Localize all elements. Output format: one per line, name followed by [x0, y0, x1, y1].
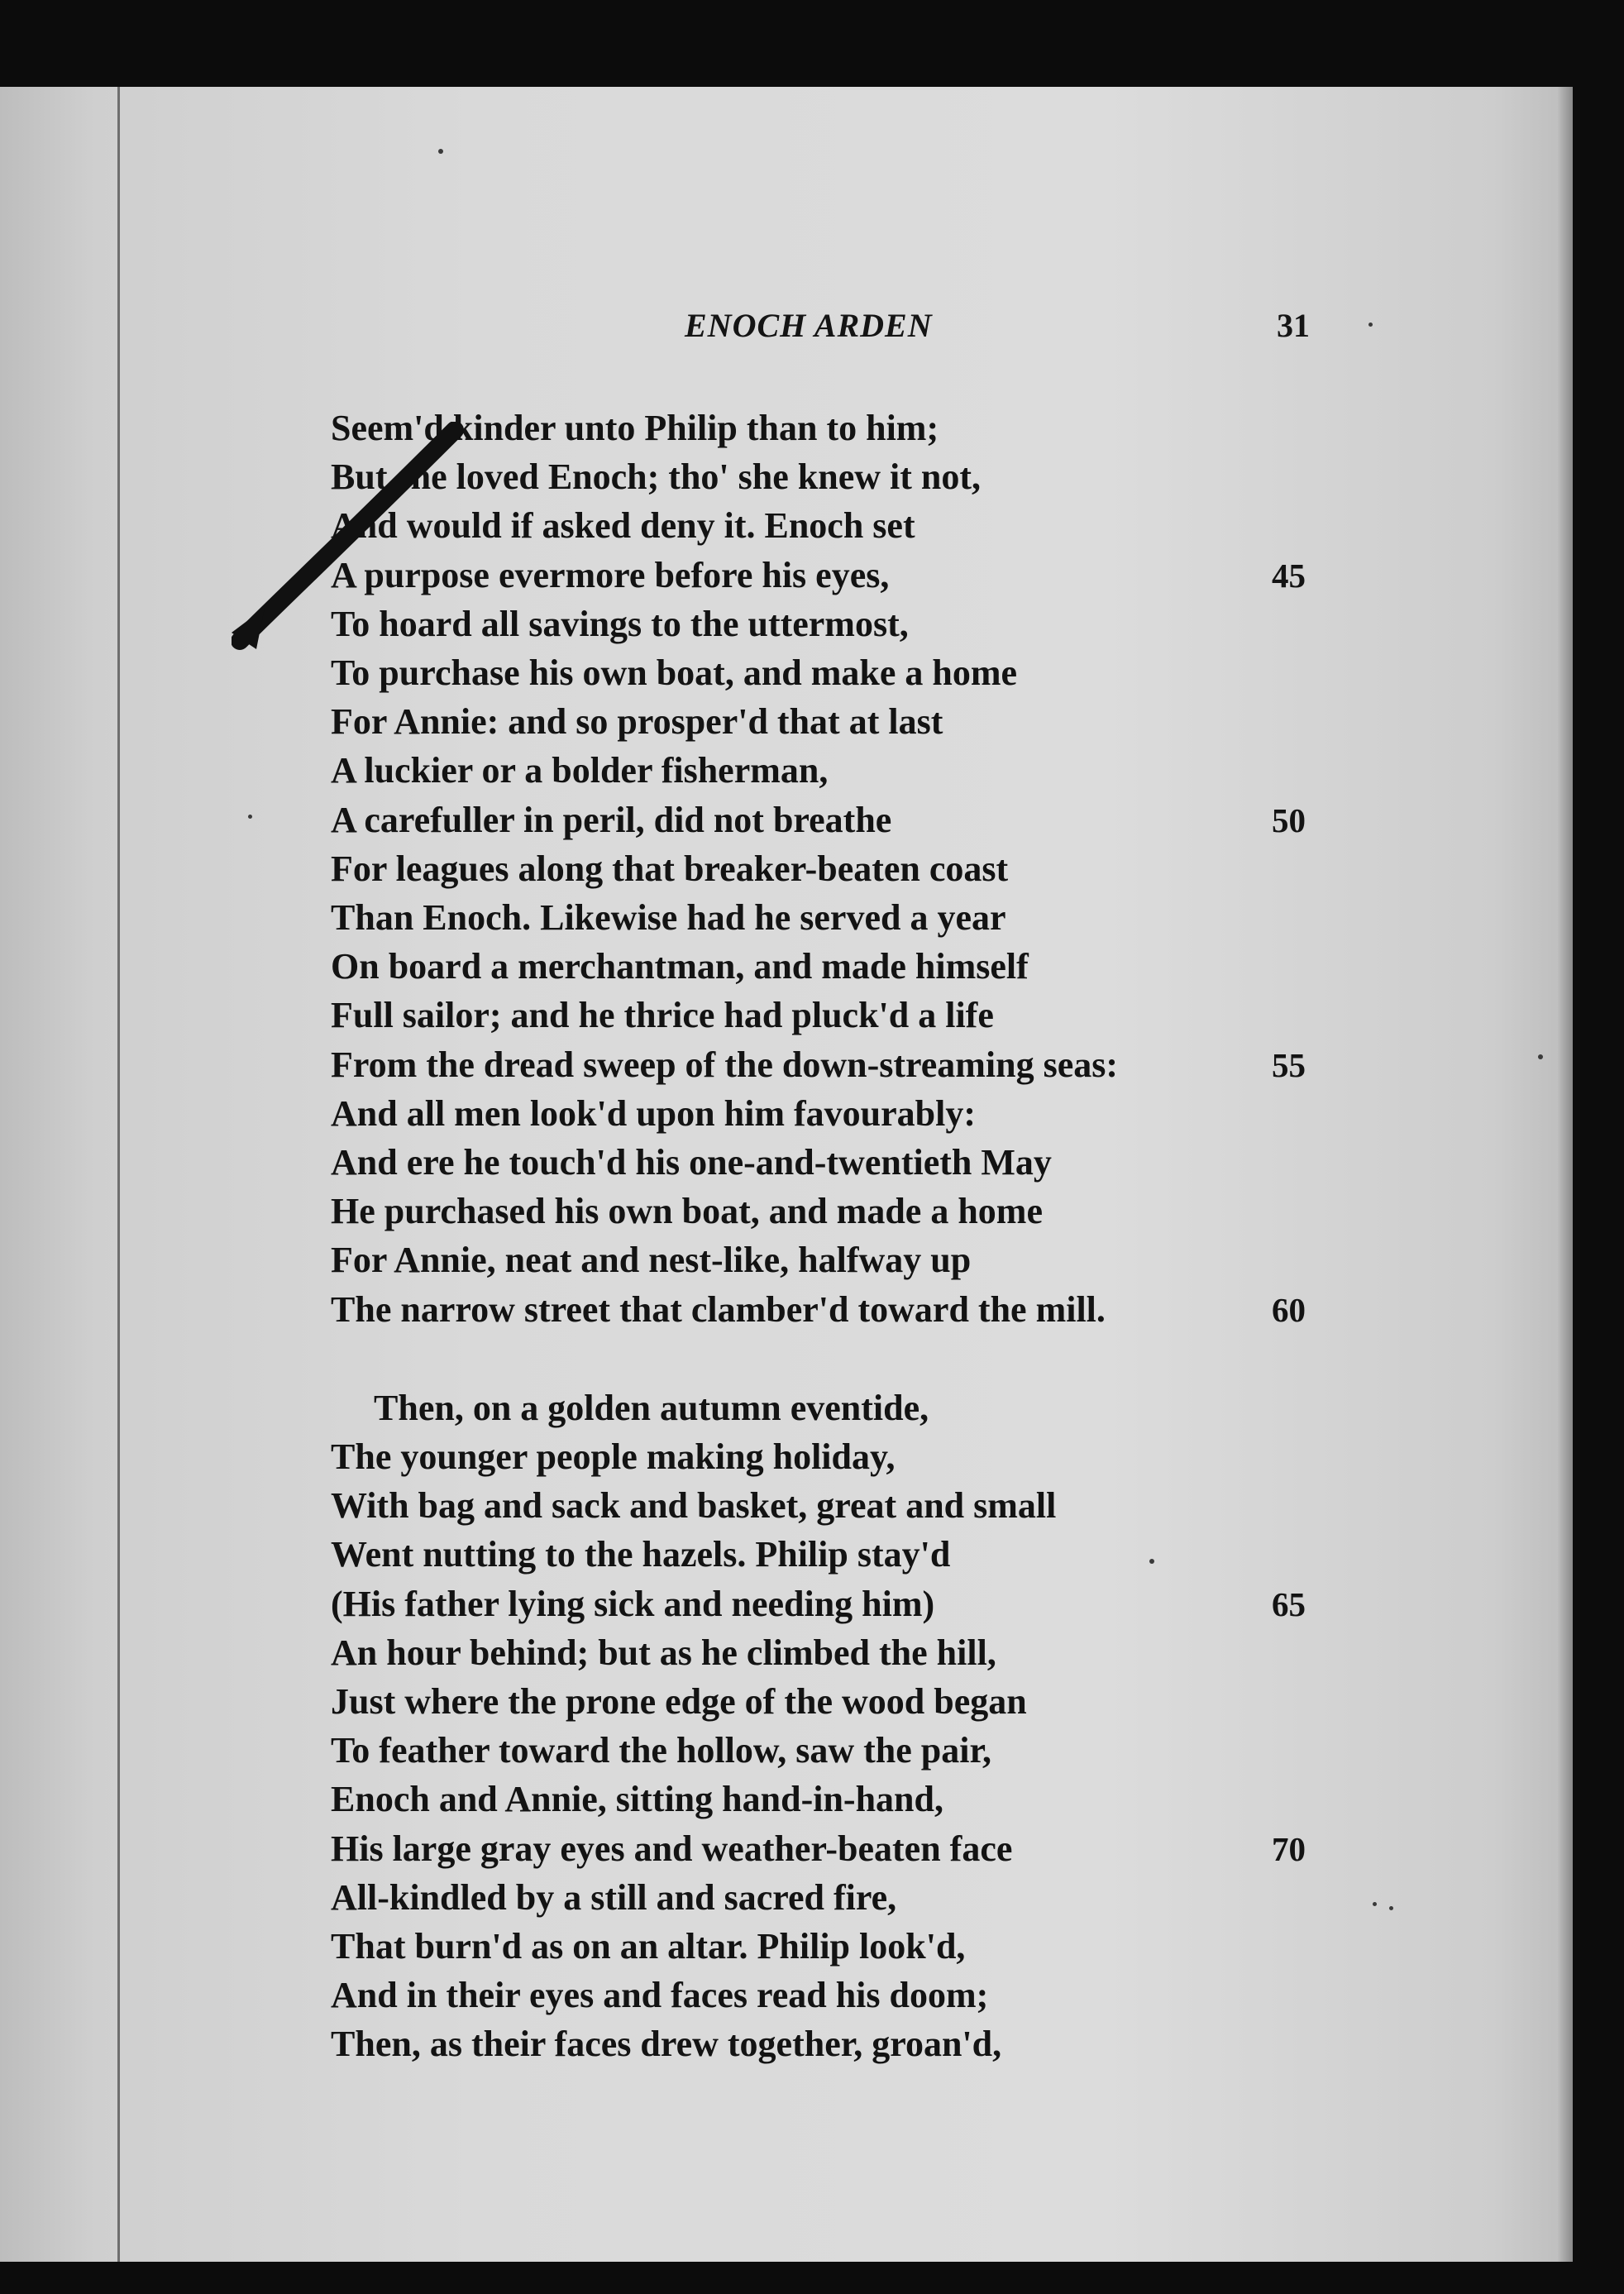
- poem-line: And ere he touch'd his one-and-twentieth May: [331, 1142, 1052, 1183]
- poem-line: Went nutting to the hazels. Philip stay'd: [331, 1534, 951, 1575]
- poem-line: On board a merchantman, and made himself: [331, 946, 1029, 987]
- poem-line: And all men look'd upon him favourably:: [331, 1092, 976, 1134]
- poem-line: A carefuller in peril, did not breathe: [331, 799, 892, 840]
- poem-line: The narrow street that clamber'd toward the mill.: [331, 1288, 1106, 1330]
- poem-line: All-kindled by a still and sacred fire,: [331, 1876, 897, 1918]
- poem-line: Full sailor; and he thrice had pluck'd a life: [331, 995, 994, 1036]
- poem-line: A purpose evermore before his eyes,: [331, 554, 890, 595]
- poem-line: A luckier or a bolder fisherman,: [331, 750, 829, 791]
- poem-line: Than Enoch. Likewise had he served a year: [331, 897, 1006, 938]
- running-head: [0, 306, 1573, 364]
- paper-speck: [248, 815, 252, 819]
- poem-line: An hour behind; but as he climbed the hill,: [331, 1632, 996, 1673]
- book-page: [0, 87, 1573, 2262]
- poem-line: And in their eyes and faces read his doom;: [331, 1975, 989, 2016]
- poem-line: That burn'd as on an altar. Philip look'd,: [331, 1926, 966, 1967]
- poem-line: Then, as their faces drew together, groan'd,: [331, 2024, 1002, 2065]
- poem-line: To hoard all savings to the uttermost,: [331, 603, 909, 644]
- line-number: 50: [1272, 801, 1306, 839]
- line-number: 65: [1272, 1584, 1306, 1623]
- page-number: 31: [1277, 307, 1310, 344]
- poem-line: But she loved Enoch; tho' she knew it not,: [331, 456, 982, 498]
- poem-line: Then, on a golden autumn eventide,: [374, 1387, 929, 1428]
- poem-line: And would if asked deny it. Enoch set: [331, 505, 915, 547]
- poem-line: For Annie: and so prosper'd that at last: [331, 701, 943, 743]
- poem-line: From the dread sweep of the down-streaming seas:: [331, 1044, 1119, 1085]
- poem-line: Enoch and Annie, sitting hand-in-hand,: [331, 1779, 943, 1820]
- line-number: 60: [1272, 1290, 1306, 1329]
- paper-speck: [1389, 1906, 1393, 1910]
- line-number: 70: [1272, 1829, 1306, 1868]
- poem-line: To purchase his own boat, and make a home: [331, 652, 1018, 693]
- poem-line: Seem'd kinder unto Philip than to him;: [331, 408, 939, 448]
- paper-speck: [1149, 1559, 1154, 1564]
- poem-line: To feather toward the hollow, saw the pair,: [331, 1730, 991, 1771]
- paper-speck: [1373, 1902, 1377, 1906]
- paper-speck: [438, 149, 443, 154]
- line-number: 55: [1272, 1045, 1306, 1084]
- paper-speck: [1368, 323, 1373, 327]
- poem-line: Just where the prone edge of the wood began: [331, 1681, 1027, 1722]
- binding-gutter: [117, 87, 120, 2262]
- paper-speck: [1538, 1054, 1543, 1059]
- poem-line: The younger people making holiday,: [331, 1436, 896, 1477]
- poem-line: For Annie, neat and nest-like, halfway up: [331, 1240, 972, 1281]
- running-title: ENOCH ARDEN: [685, 307, 933, 344]
- poem-line: With bag and sack and basket, great and small: [331, 1485, 1057, 1527]
- page-edge-shadow: [1558, 87, 1573, 2262]
- poem-line: His large gray eyes and weather-beaten face: [331, 1828, 1013, 1869]
- poem-line: (His father lying sick and needing him): [331, 1583, 935, 1624]
- poem-line: He purchased his own boat, and made a home: [331, 1191, 1043, 1232]
- pen-strike-mark: [232, 422, 480, 653]
- poem-line: For leagues along that breaker-beaten coast: [331, 848, 1009, 889]
- line-number: 45: [1272, 556, 1306, 595]
